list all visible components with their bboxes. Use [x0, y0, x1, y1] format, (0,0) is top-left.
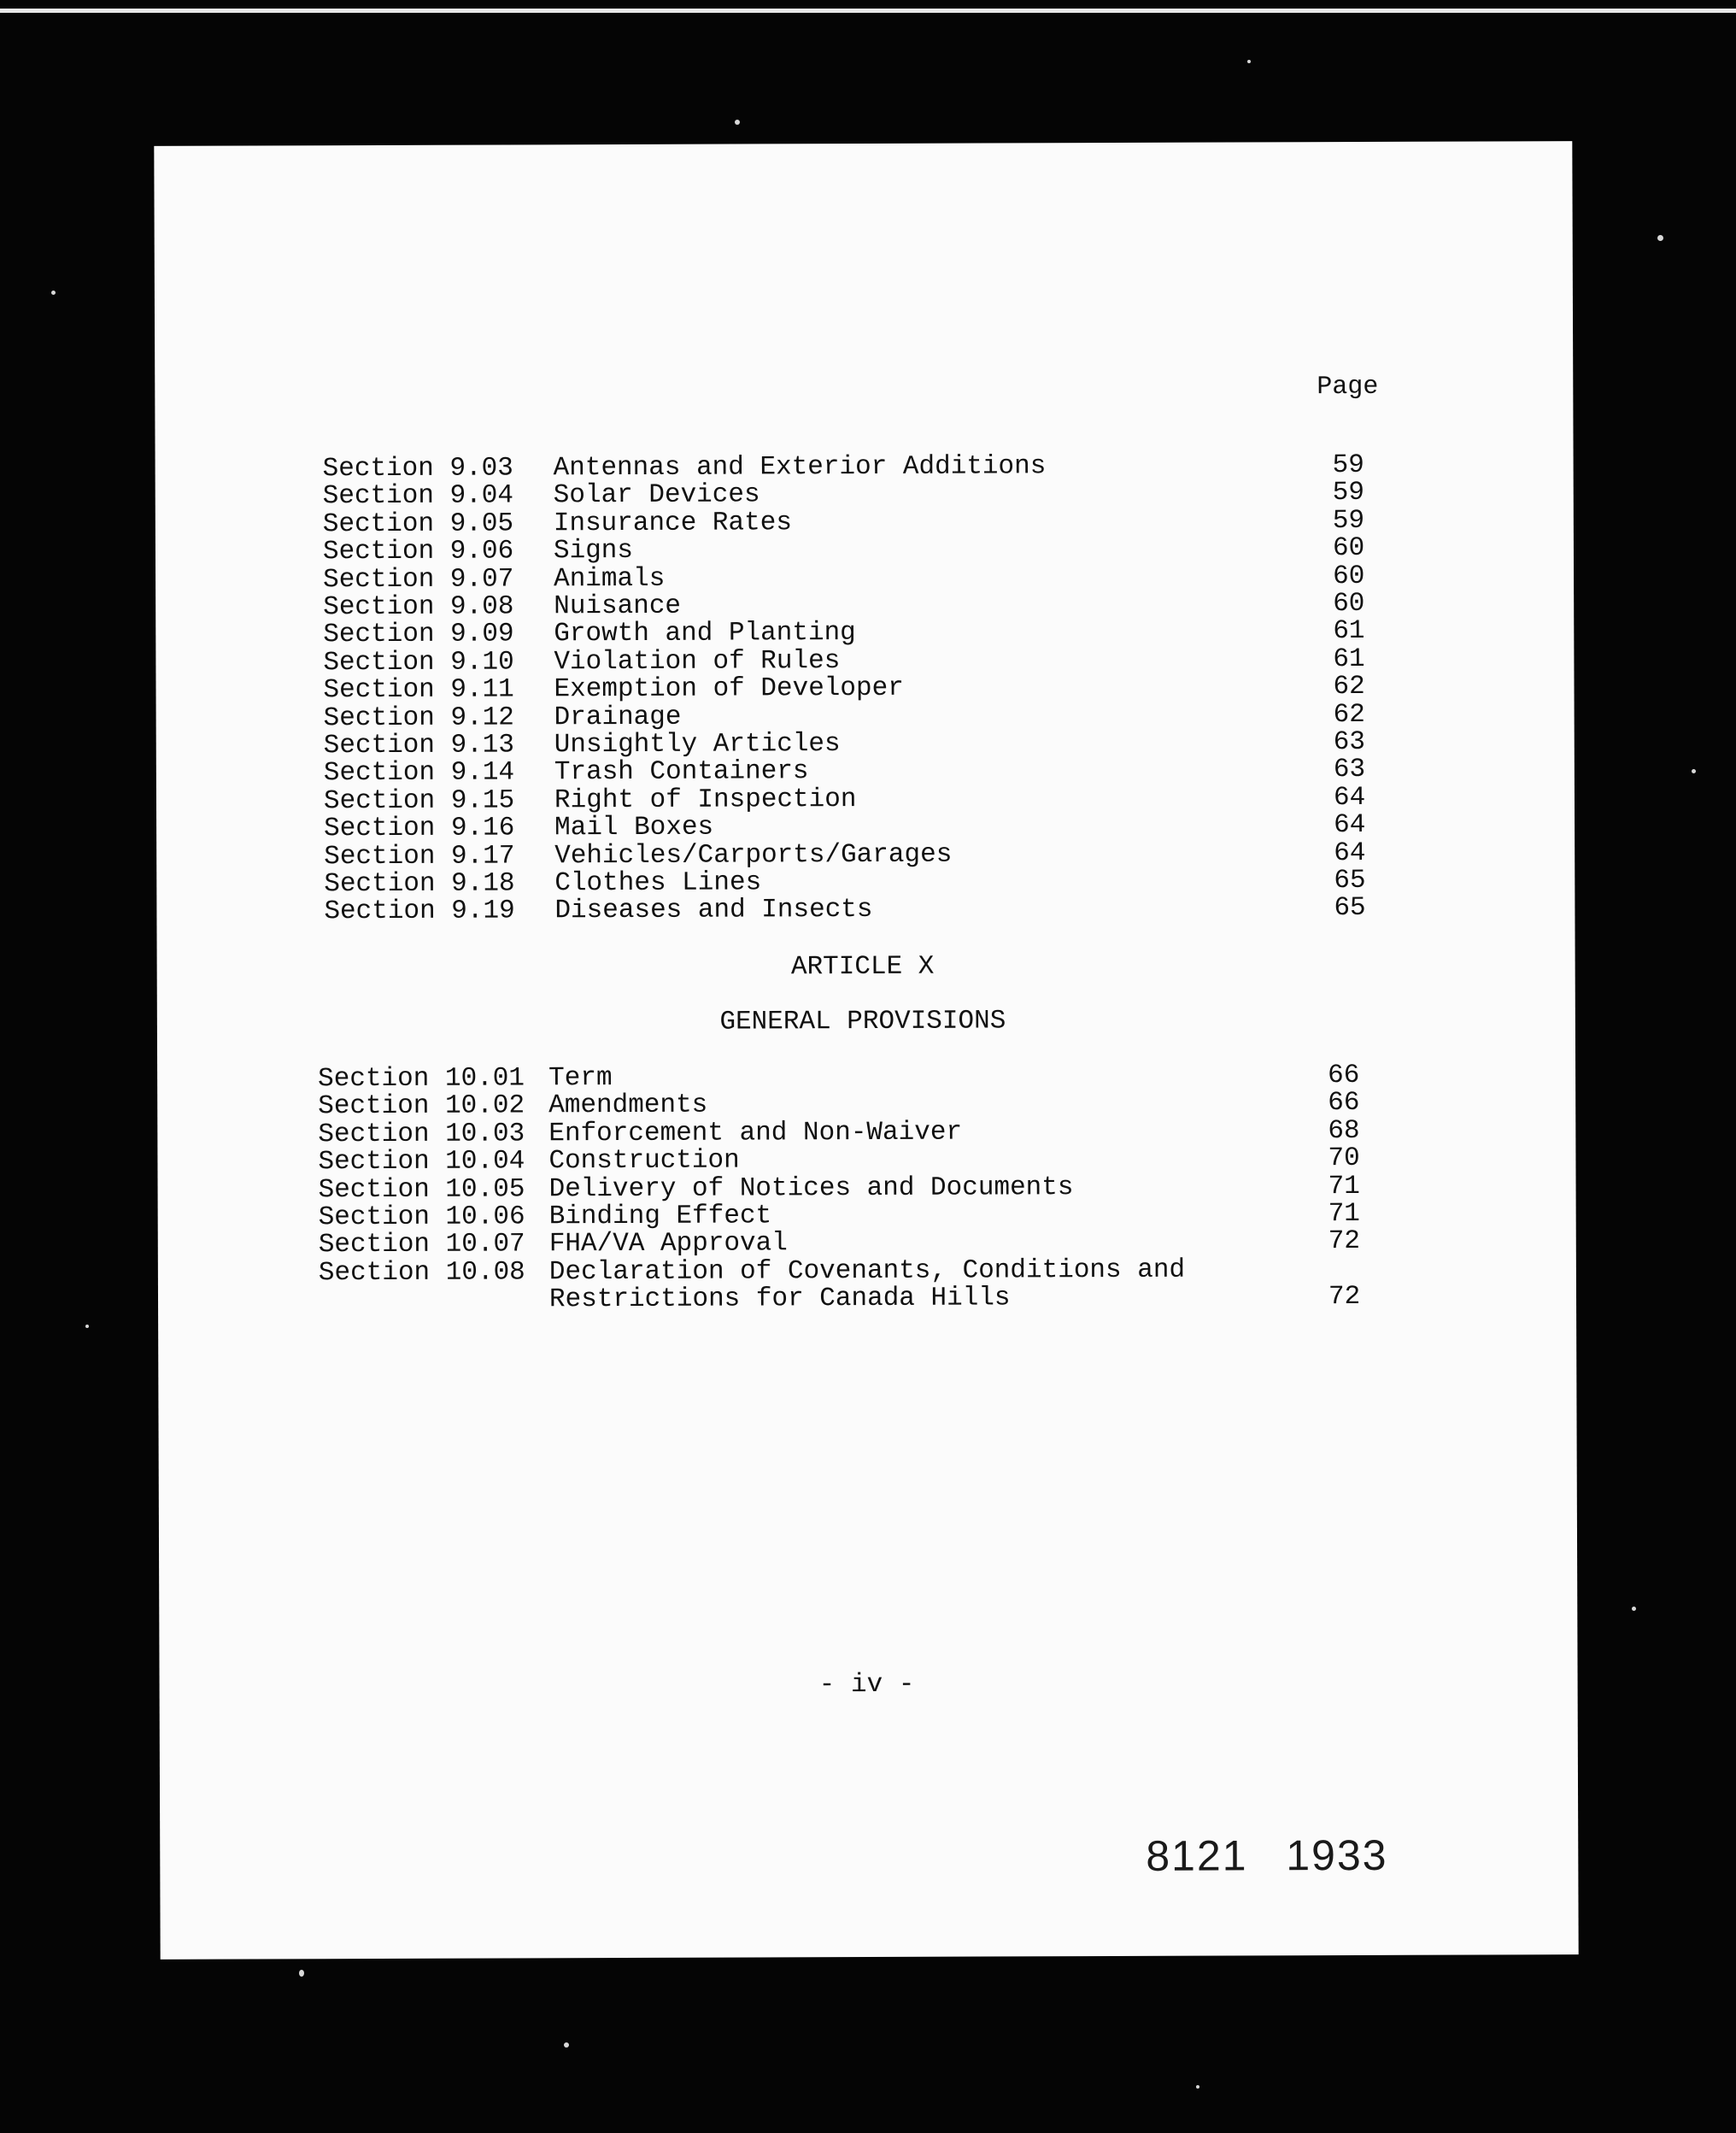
- section-page-number: 71: [1328, 1198, 1360, 1230]
- section-title: Mail Boxes: [554, 812, 714, 843]
- section-page-number: 64: [1334, 810, 1366, 841]
- section-page-number: 60: [1333, 561, 1365, 591]
- section-page-number: 59: [1332, 450, 1364, 481]
- scan-speck: [1657, 235, 1663, 241]
- section-page-number: 59: [1332, 505, 1365, 536]
- section-page-number: 62: [1333, 672, 1365, 702]
- section-page-number: 63: [1333, 755, 1366, 785]
- section-number: Section 9.19: [324, 896, 515, 927]
- section-title: Construction: [548, 1145, 740, 1177]
- section-title: Growth and Planting: [554, 618, 856, 649]
- section-title: Delivery of Notices and Documents: [548, 1172, 1074, 1204]
- section-page-number: 60: [1332, 533, 1365, 564]
- section-number: Section 9.08: [323, 591, 514, 623]
- section-number: Section 10.03: [318, 1119, 525, 1150]
- section-number: Section 9.11: [323, 674, 514, 706]
- section-page-number: 65: [1334, 893, 1366, 924]
- section-number: Section 9.07: [323, 564, 514, 595]
- section-title: Antennas and Exterior Additions: [553, 451, 1047, 484]
- section-title: Signs: [553, 536, 634, 567]
- scan-top-edge: [0, 9, 1736, 13]
- section-title: Nuisance: [554, 591, 682, 622]
- section-number: Section 9.16: [324, 813, 515, 844]
- section-page-number: 64: [1334, 837, 1366, 868]
- section-page-number: 62: [1333, 699, 1365, 730]
- section-number: Section 10.02: [318, 1090, 525, 1122]
- section-page-number: 61: [1333, 643, 1365, 674]
- section-number: Section 9.10: [323, 647, 514, 679]
- section-page-number: 72: [1328, 1226, 1361, 1257]
- section-title: Insurance Rates: [553, 508, 792, 539]
- scan-speck: [1692, 769, 1696, 773]
- section-page-number: 71: [1328, 1171, 1360, 1202]
- section-number: Section 9.17: [324, 841, 515, 872]
- toc-row: [156, 893, 1575, 927]
- section-number: Section 9.13: [323, 730, 515, 761]
- section-title: Solar Devices: [553, 479, 760, 511]
- section-title: Drainage: [554, 702, 682, 732]
- section-number: Section 9.14: [323, 757, 515, 789]
- scan-speck: [1247, 60, 1251, 63]
- section-number: Section 9.04: [322, 480, 514, 512]
- section-page-number: 63: [1333, 726, 1366, 758]
- section-title: Trash Containers: [554, 756, 809, 788]
- article-subheading: GENERAL PROVISIONS: [719, 1006, 1006, 1037]
- section-number: Section 10.05: [318, 1173, 525, 1205]
- section-title: Animals: [554, 563, 666, 594]
- section-number: Section 9.03: [322, 453, 513, 485]
- scan-speck: [1632, 1607, 1636, 1611]
- section-number: Section 9.06: [322, 536, 514, 567]
- section-title: Declaration of Covenants, Conditions and: [548, 1255, 1186, 1288]
- section-number: Section 10.06: [318, 1202, 525, 1233]
- section-title: Amendments: [548, 1090, 708, 1121]
- section-title: Violation of Rules: [554, 645, 841, 678]
- section-title: Term: [548, 1063, 613, 1094]
- scan-speck: [85, 1325, 89, 1328]
- section-page-number: 60: [1333, 588, 1365, 620]
- section-page-number: 61: [1333, 616, 1365, 647]
- section-number: Section 10.01: [318, 1063, 525, 1095]
- section-number: Section 9.12: [323, 702, 514, 733]
- scan-speck: [564, 2042, 569, 2048]
- section-page-number: 65: [1334, 865, 1366, 896]
- scan-speck: [735, 120, 740, 125]
- section-title: FHA/VA Approval: [548, 1228, 788, 1260]
- section-title: Vehicles/Carports/Garages: [554, 839, 953, 871]
- section-page-number: 72: [1328, 1282, 1361, 1313]
- section-title: Right of Inspection: [554, 784, 857, 816]
- document-number-stamp-left: 8121: [1146, 1831, 1248, 1880]
- section-number: Section 10.07: [318, 1229, 525, 1260]
- scan-speck: [299, 1970, 304, 1977]
- section-title: Binding Effect: [548, 1201, 772, 1232]
- document-number-stamp-right: 1933: [1286, 1830, 1388, 1880]
- page-folio: - iv -: [818, 1669, 915, 1701]
- section-page-number: 59: [1332, 478, 1365, 508]
- section-number: Section 10.08: [318, 1257, 525, 1289]
- section-number: Section 9.09: [323, 619, 514, 650]
- page-column-header: Page: [1317, 372, 1379, 403]
- section-number: Section 9.05: [322, 508, 514, 540]
- section-page-number: 70: [1328, 1143, 1360, 1174]
- scan-speck: [1196, 2085, 1199, 2089]
- section-page-number: 66: [1328, 1088, 1360, 1119]
- section-title: Enforcement and Non-Waiver: [548, 1117, 963, 1149]
- article-heading: ARTICLE X: [790, 951, 935, 983]
- document-page: [154, 141, 1578, 1960]
- section-number: Section 9.15: [323, 785, 515, 817]
- section-number: Section 9.18: [324, 868, 515, 900]
- section-title: Exemption of Developer: [554, 673, 904, 705]
- section-title: Restrictions for Canada Hills: [548, 1283, 1011, 1315]
- section-page-number: 68: [1328, 1115, 1360, 1146]
- section-page-number: 64: [1333, 782, 1366, 813]
- toc-row: [158, 1282, 1576, 1316]
- section-title: Diseases and Insects: [554, 895, 873, 926]
- section-page-number: 66: [1328, 1060, 1360, 1091]
- section-number: Section 10.04: [318, 1146, 525, 1178]
- scan-speck: [51, 291, 56, 295]
- section-title: Unsightly Articles: [554, 729, 841, 761]
- section-title: Clothes Lines: [554, 867, 762, 899]
